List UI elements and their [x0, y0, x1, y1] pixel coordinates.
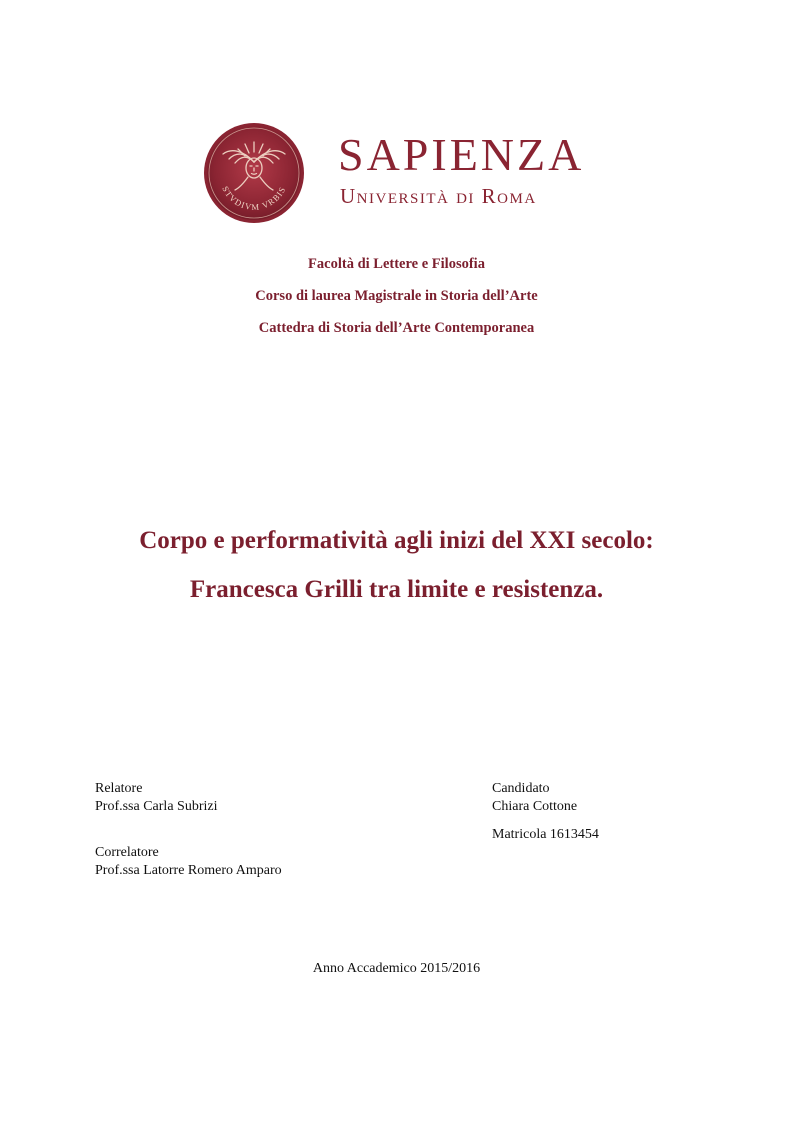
- academic-year: Anno Accademico 2015/2016: [312, 961, 481, 976]
- university-subtitle: Università di Roma: [340, 184, 537, 208]
- faculty-name: Facoltà di Lettere e Filosofia: [308, 256, 485, 272]
- svg-text:STVDIVM VRBIS: STVDIVM VRBIS: [220, 184, 288, 213]
- university-seal-icon: [203, 122, 305, 224]
- university-name: SAPIENZA: [338, 129, 585, 180]
- university-wordmark: [338, 129, 603, 222]
- thesis-title-line-1: Corpo e performatività agli inizi del XXI secolo:: [139, 527, 654, 554]
- relatore-label: Relatore: [95, 781, 143, 796]
- chair-name: Cattedra di Storia dell’Arte Contemporanea: [258, 320, 535, 336]
- correlatore-label: Correlatore: [95, 845, 159, 860]
- candidate-label: Candidato: [492, 781, 550, 796]
- degree-course: Corso di laurea Magistrale in Storia dell’Arte: [255, 288, 538, 304]
- thesis-title-line-2: Francesca Grilli tra limite e resistenza.: [189, 576, 604, 603]
- candidate-matricola: Matricola 1613454: [492, 827, 599, 842]
- candidate-name: Chiara Cottone: [492, 799, 578, 814]
- correlatore-name: Prof.ssa Latorre Romero Amparo: [95, 863, 282, 878]
- relatore-name: Prof.ssa Carla Subrizi: [95, 799, 218, 814]
- university-logo: [203, 122, 603, 228]
